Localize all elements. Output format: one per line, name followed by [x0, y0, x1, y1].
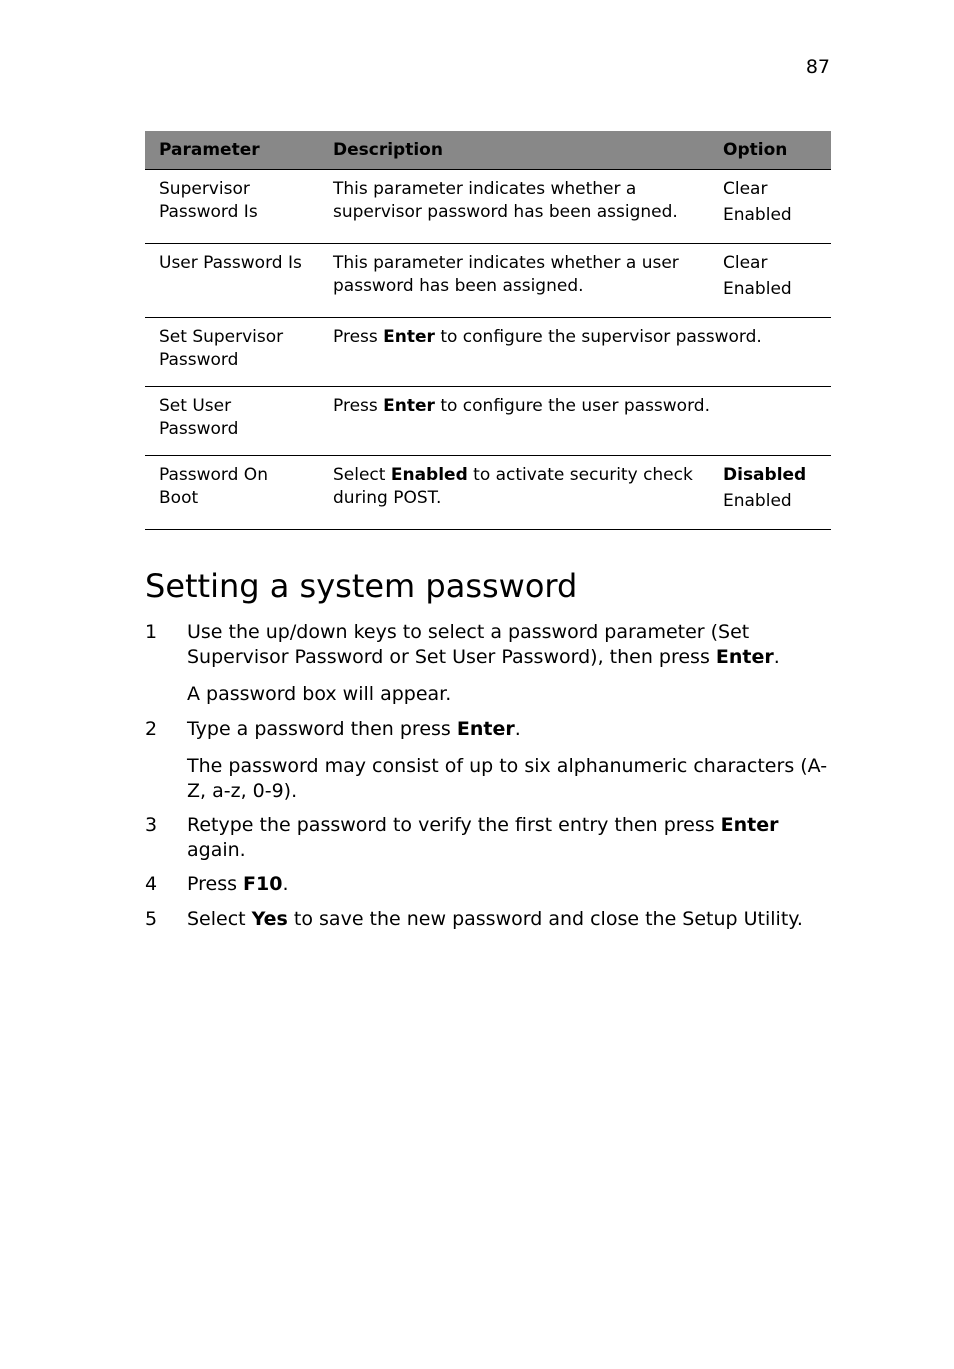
key-name: Enter — [715, 646, 774, 668]
step-number: 4 — [145, 873, 158, 895]
list-item — [145, 717, 835, 742]
desc-text: Select — [333, 464, 391, 485]
key-name: Yes — [251, 908, 288, 930]
step-text: Type a password then press — [187, 718, 457, 740]
step-text: Use the up/down keys to select a password parameter (Set Supervisor Password or Set User Password), then press — [187, 621, 750, 668]
option-value: Clear — [723, 252, 768, 273]
option-cell — [709, 243, 831, 317]
step-note: The password may consist of up to six alphanumeric characters (A-Z, a-z, 0-9). — [187, 755, 828, 802]
option-value: Clear — [723, 178, 768, 199]
key-name: Enter — [383, 326, 435, 347]
list-item — [145, 620, 835, 670]
param-cell: User Password Is — [145, 243, 319, 317]
desc-text: to activate security check during POST. — [333, 464, 693, 508]
desc-cell — [319, 386, 831, 455]
header-option: Option — [709, 131, 831, 169]
page-number: 87 — [805, 56, 830, 78]
list-item — [145, 813, 835, 863]
table-row — [145, 386, 831, 455]
step-text: to save the new password and close the Setup Utility. — [287, 908, 803, 930]
key-name: Enter — [456, 718, 515, 740]
step-text: again. — [187, 839, 246, 861]
desc-text: to configure the user password. — [434, 395, 710, 416]
default-option-value: Disabled — [723, 464, 807, 485]
step-text: Press — [187, 873, 244, 895]
desc-text: Press — [333, 395, 384, 416]
bios-security-parameter-table — [145, 131, 831, 530]
param-cell: Supervisor Password Is — [145, 169, 319, 243]
option-cell — [709, 455, 831, 529]
param-cell: Password On Boot — [145, 455, 319, 529]
param-cell: Set User Password — [145, 386, 319, 455]
key-name: Enter — [720, 814, 779, 836]
step-number: 3 — [145, 814, 158, 836]
step-number: 5 — [145, 908, 158, 930]
steps-list — [145, 620, 835, 932]
option-cell — [709, 169, 831, 243]
step-text: . — [773, 646, 780, 668]
list-item — [145, 872, 835, 897]
option-value: Enabled — [723, 204, 792, 225]
step-text: . — [282, 873, 289, 895]
step-number: 2 — [145, 718, 158, 740]
step-text: Select — [187, 908, 252, 930]
option-name: Enabled — [390, 464, 468, 485]
list-item — [145, 907, 835, 932]
param-cell: Set Supervisor Password — [145, 317, 319, 386]
table-row — [145, 169, 831, 243]
desc-text: to configure the supervisor password. — [434, 326, 762, 347]
table-row — [145, 455, 831, 529]
desc-cell: This parameter indicates whether a user password has been assigned. — [319, 243, 709, 317]
table-header-row — [145, 131, 831, 169]
desc-text: Press — [333, 326, 384, 347]
desc-cell: This parameter indicates whether a supervisor password has been assigned. — [319, 169, 709, 243]
step-text: Retype the password to verify the first entry then press — [187, 814, 721, 836]
step-text: . — [514, 718, 521, 740]
option-value: Enabled — [723, 278, 792, 299]
option-value: Enabled — [723, 490, 792, 511]
desc-cell — [319, 455, 709, 529]
desc-cell — [319, 317, 831, 386]
table-row — [145, 243, 831, 317]
step-note: A password box will appear. — [187, 683, 452, 705]
header-description: Description — [319, 131, 709, 169]
key-name: F10 — [243, 873, 283, 895]
section-title: Setting a system password — [145, 567, 578, 605]
step-number: 1 — [145, 621, 158, 643]
key-name: Enter — [383, 395, 435, 416]
table-row — [145, 317, 831, 386]
header-parameter: Parameter — [145, 131, 319, 169]
